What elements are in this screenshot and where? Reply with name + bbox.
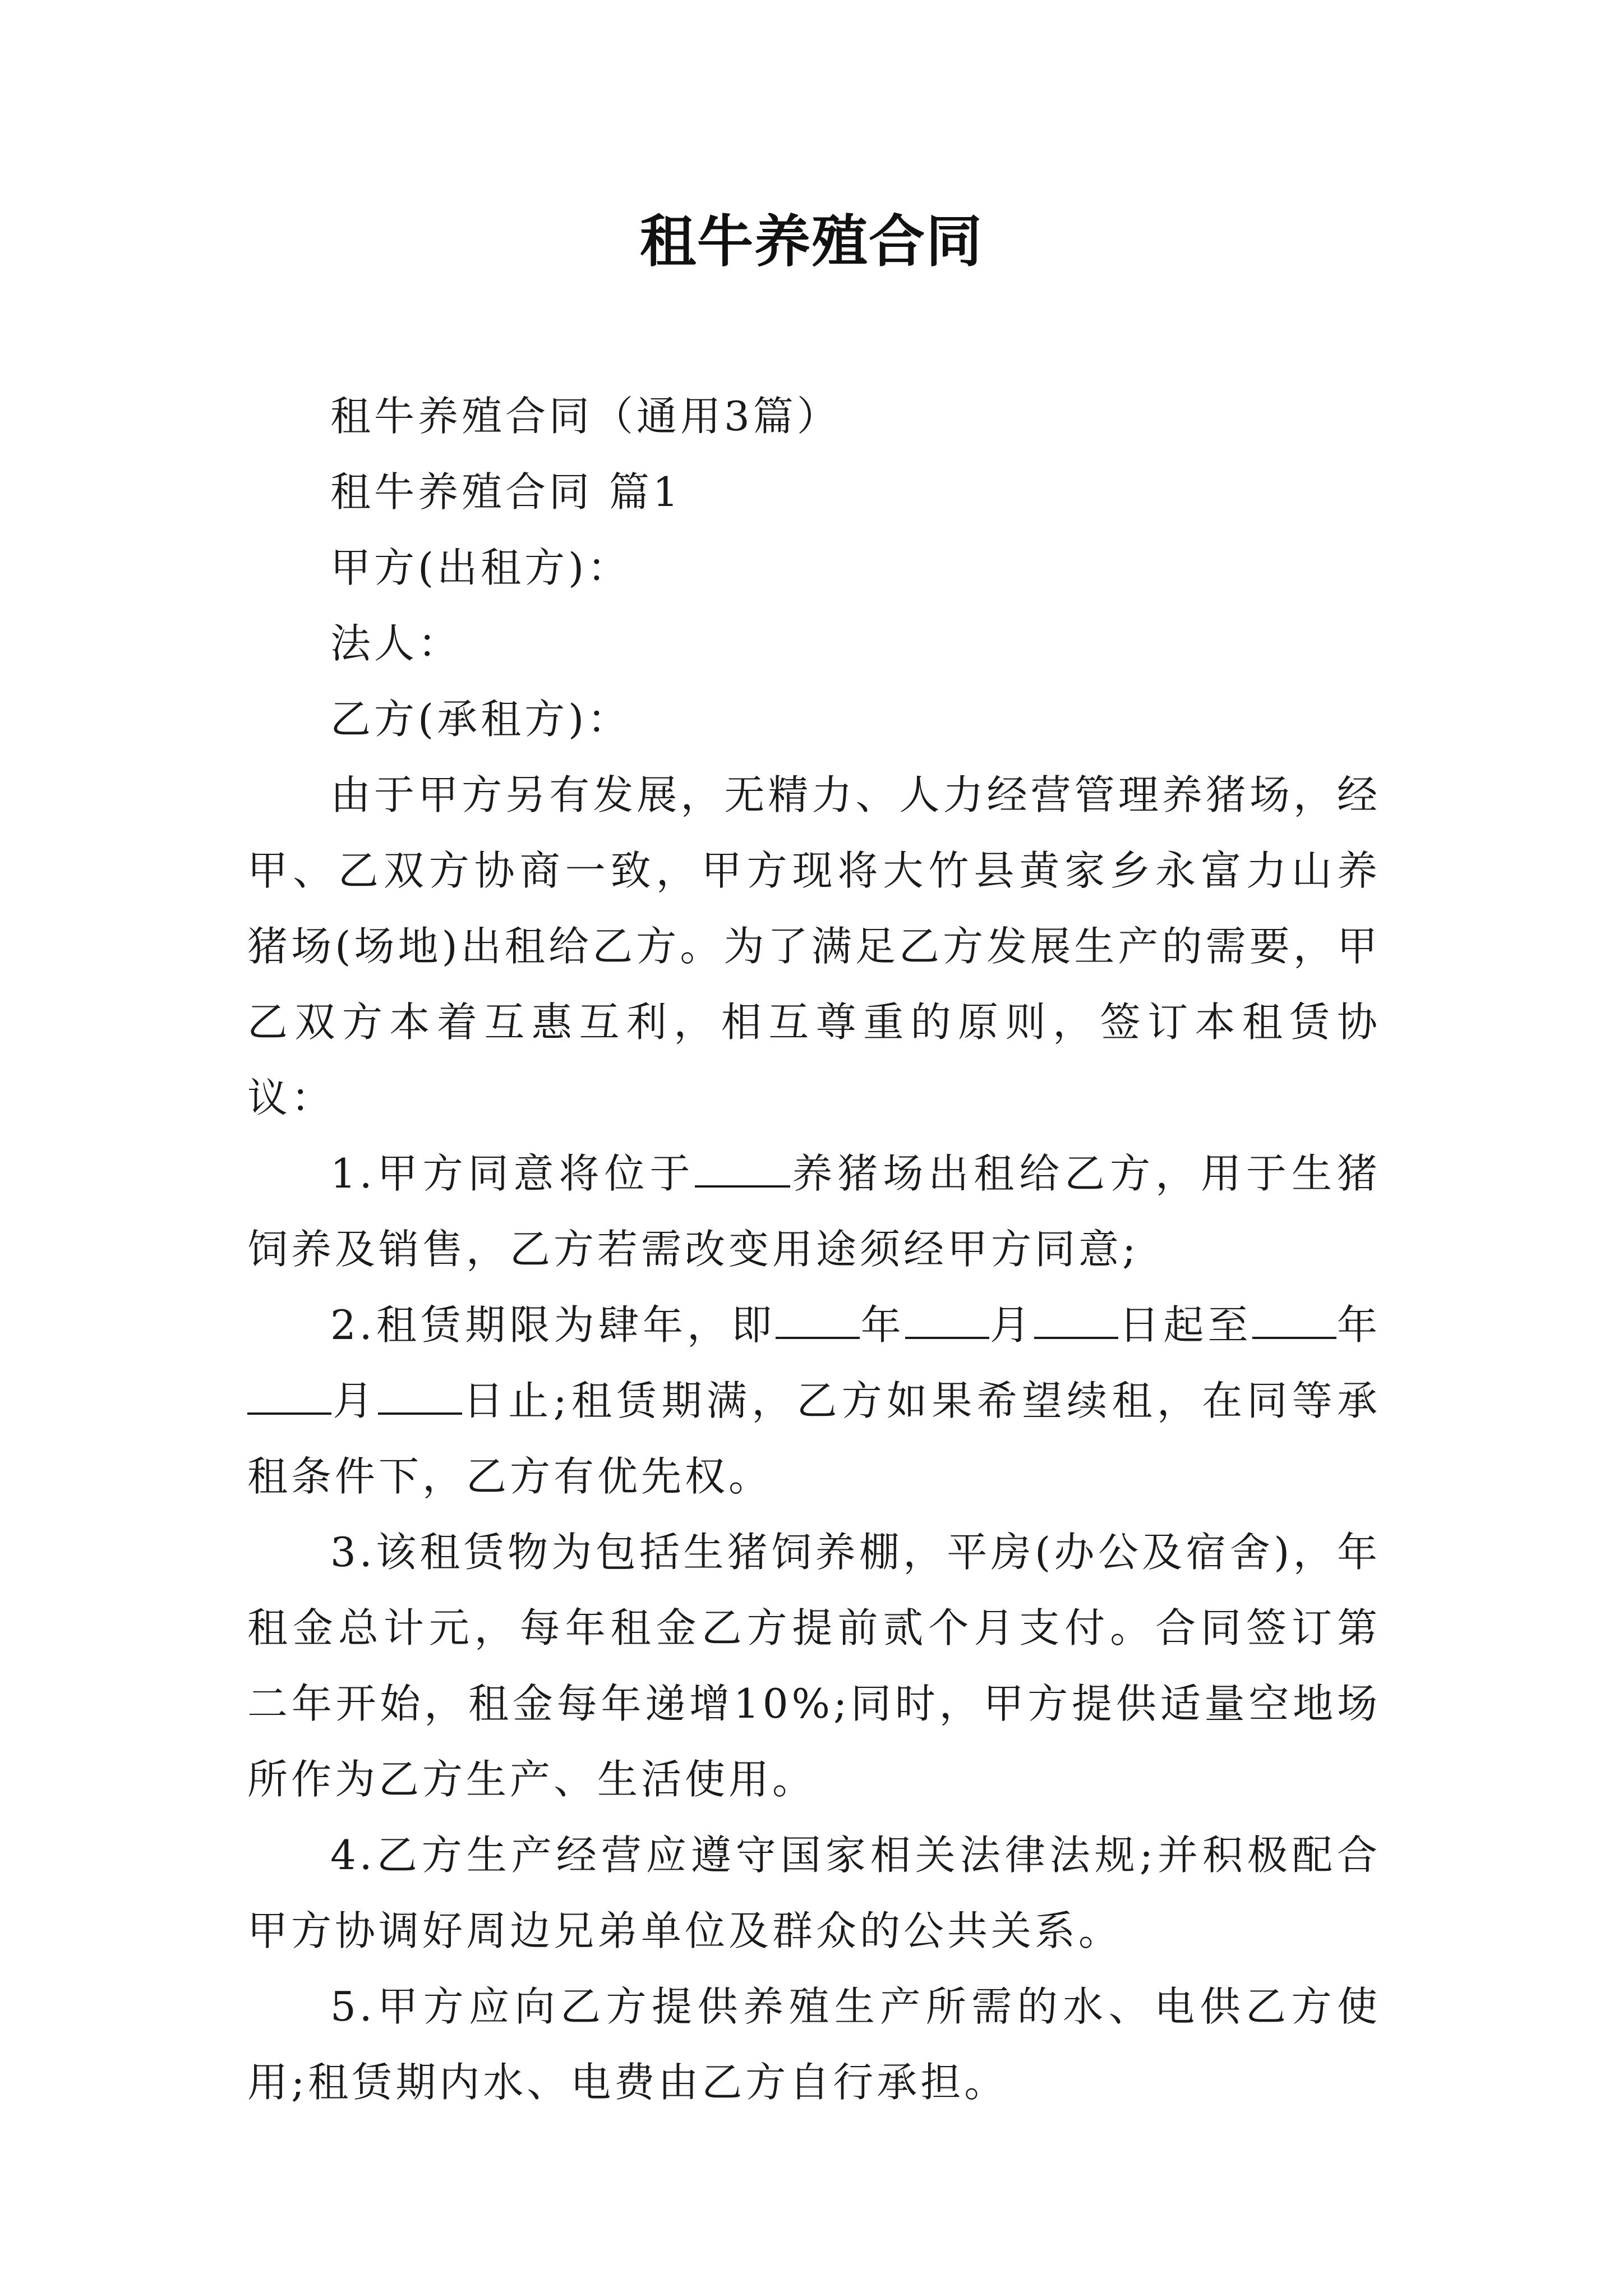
start-day-label: 日起至 [1118, 1301, 1252, 1349]
party-b-line: 乙方(承租方)： [330, 696, 631, 743]
end-month-label: 月 [331, 1377, 378, 1424]
party-a-line: 甲方(出租方)： [330, 544, 631, 591]
end-year-blank [1252, 1303, 1336, 1339]
clause-1-text-a: 1.甲方同意将位于 [330, 1150, 695, 1197]
start-month-blank [905, 1303, 989, 1339]
section-heading: 租牛养殖合同 篇1 [330, 468, 682, 516]
clause-5: 5.甲方应向乙方提供养殖生产所需的水、电供乙方使用;租赁期内水、电费由乙方自行承担。 [247, 1983, 1381, 2106]
subtitle: 租牛养殖合同（通用3篇） [330, 393, 841, 440]
document-body [247, 379, 1381, 2120]
end-day-blank [378, 1379, 462, 1415]
document-title: 租牛养殖合同 [640, 209, 983, 274]
clause-4: 4.乙方生产经营应遵守国家相关法律法规;并积极配合甲方协调好周边兄弟单位及群众的公共关系。 [247, 1832, 1381, 1954]
clause-2-text-a: 2.租赁期限为肆年，即 [330, 1301, 776, 1349]
location-blank [695, 1152, 790, 1188]
start-month-label: 月 [989, 1301, 1035, 1349]
legal-person-line: 法人： [330, 620, 462, 667]
start-day-blank [1034, 1303, 1118, 1339]
clause-2-text-b: 日止;租赁期满，乙方如果希望续租，在同等承租条件下，乙方有优先权。 [247, 1377, 1381, 1500]
clause-1-text-b: 养猪场出租给乙方，用于生猪饲养及销售，乙方若需改变用途须经甲方同意; [247, 1150, 1381, 1273]
start-year-blank [776, 1303, 860, 1339]
clause-1 [247, 1136, 1381, 1287]
clause-2 [247, 1287, 1381, 1515]
end-month-blank [247, 1379, 331, 1415]
end-year-label: 年 [1336, 1301, 1381, 1349]
intro-paragraph: 由于甲方另有发展，无精力、人力经营管理养猪场，经甲、乙双方协商一致，甲方现将大竹县黄家乡永富力山养猪场(场地)出租给乙方。为了满足乙方发展生产的需要，甲乙双方本着互惠互利，相互尊重的原则，签订本租赁协议： [247, 771, 1381, 1121]
clause-3: 3.该租赁物为包括生猪饲养棚，平房(办公及宿舍)，年租金总计元，每年租金乙方提前贰个月支付。合同签订第二年开始，租金每年递增10%;同时，甲方提供适量空地场所作为乙方生产、生活使用。 [247, 1529, 1381, 1803]
start-year-label: 年 [860, 1301, 905, 1349]
